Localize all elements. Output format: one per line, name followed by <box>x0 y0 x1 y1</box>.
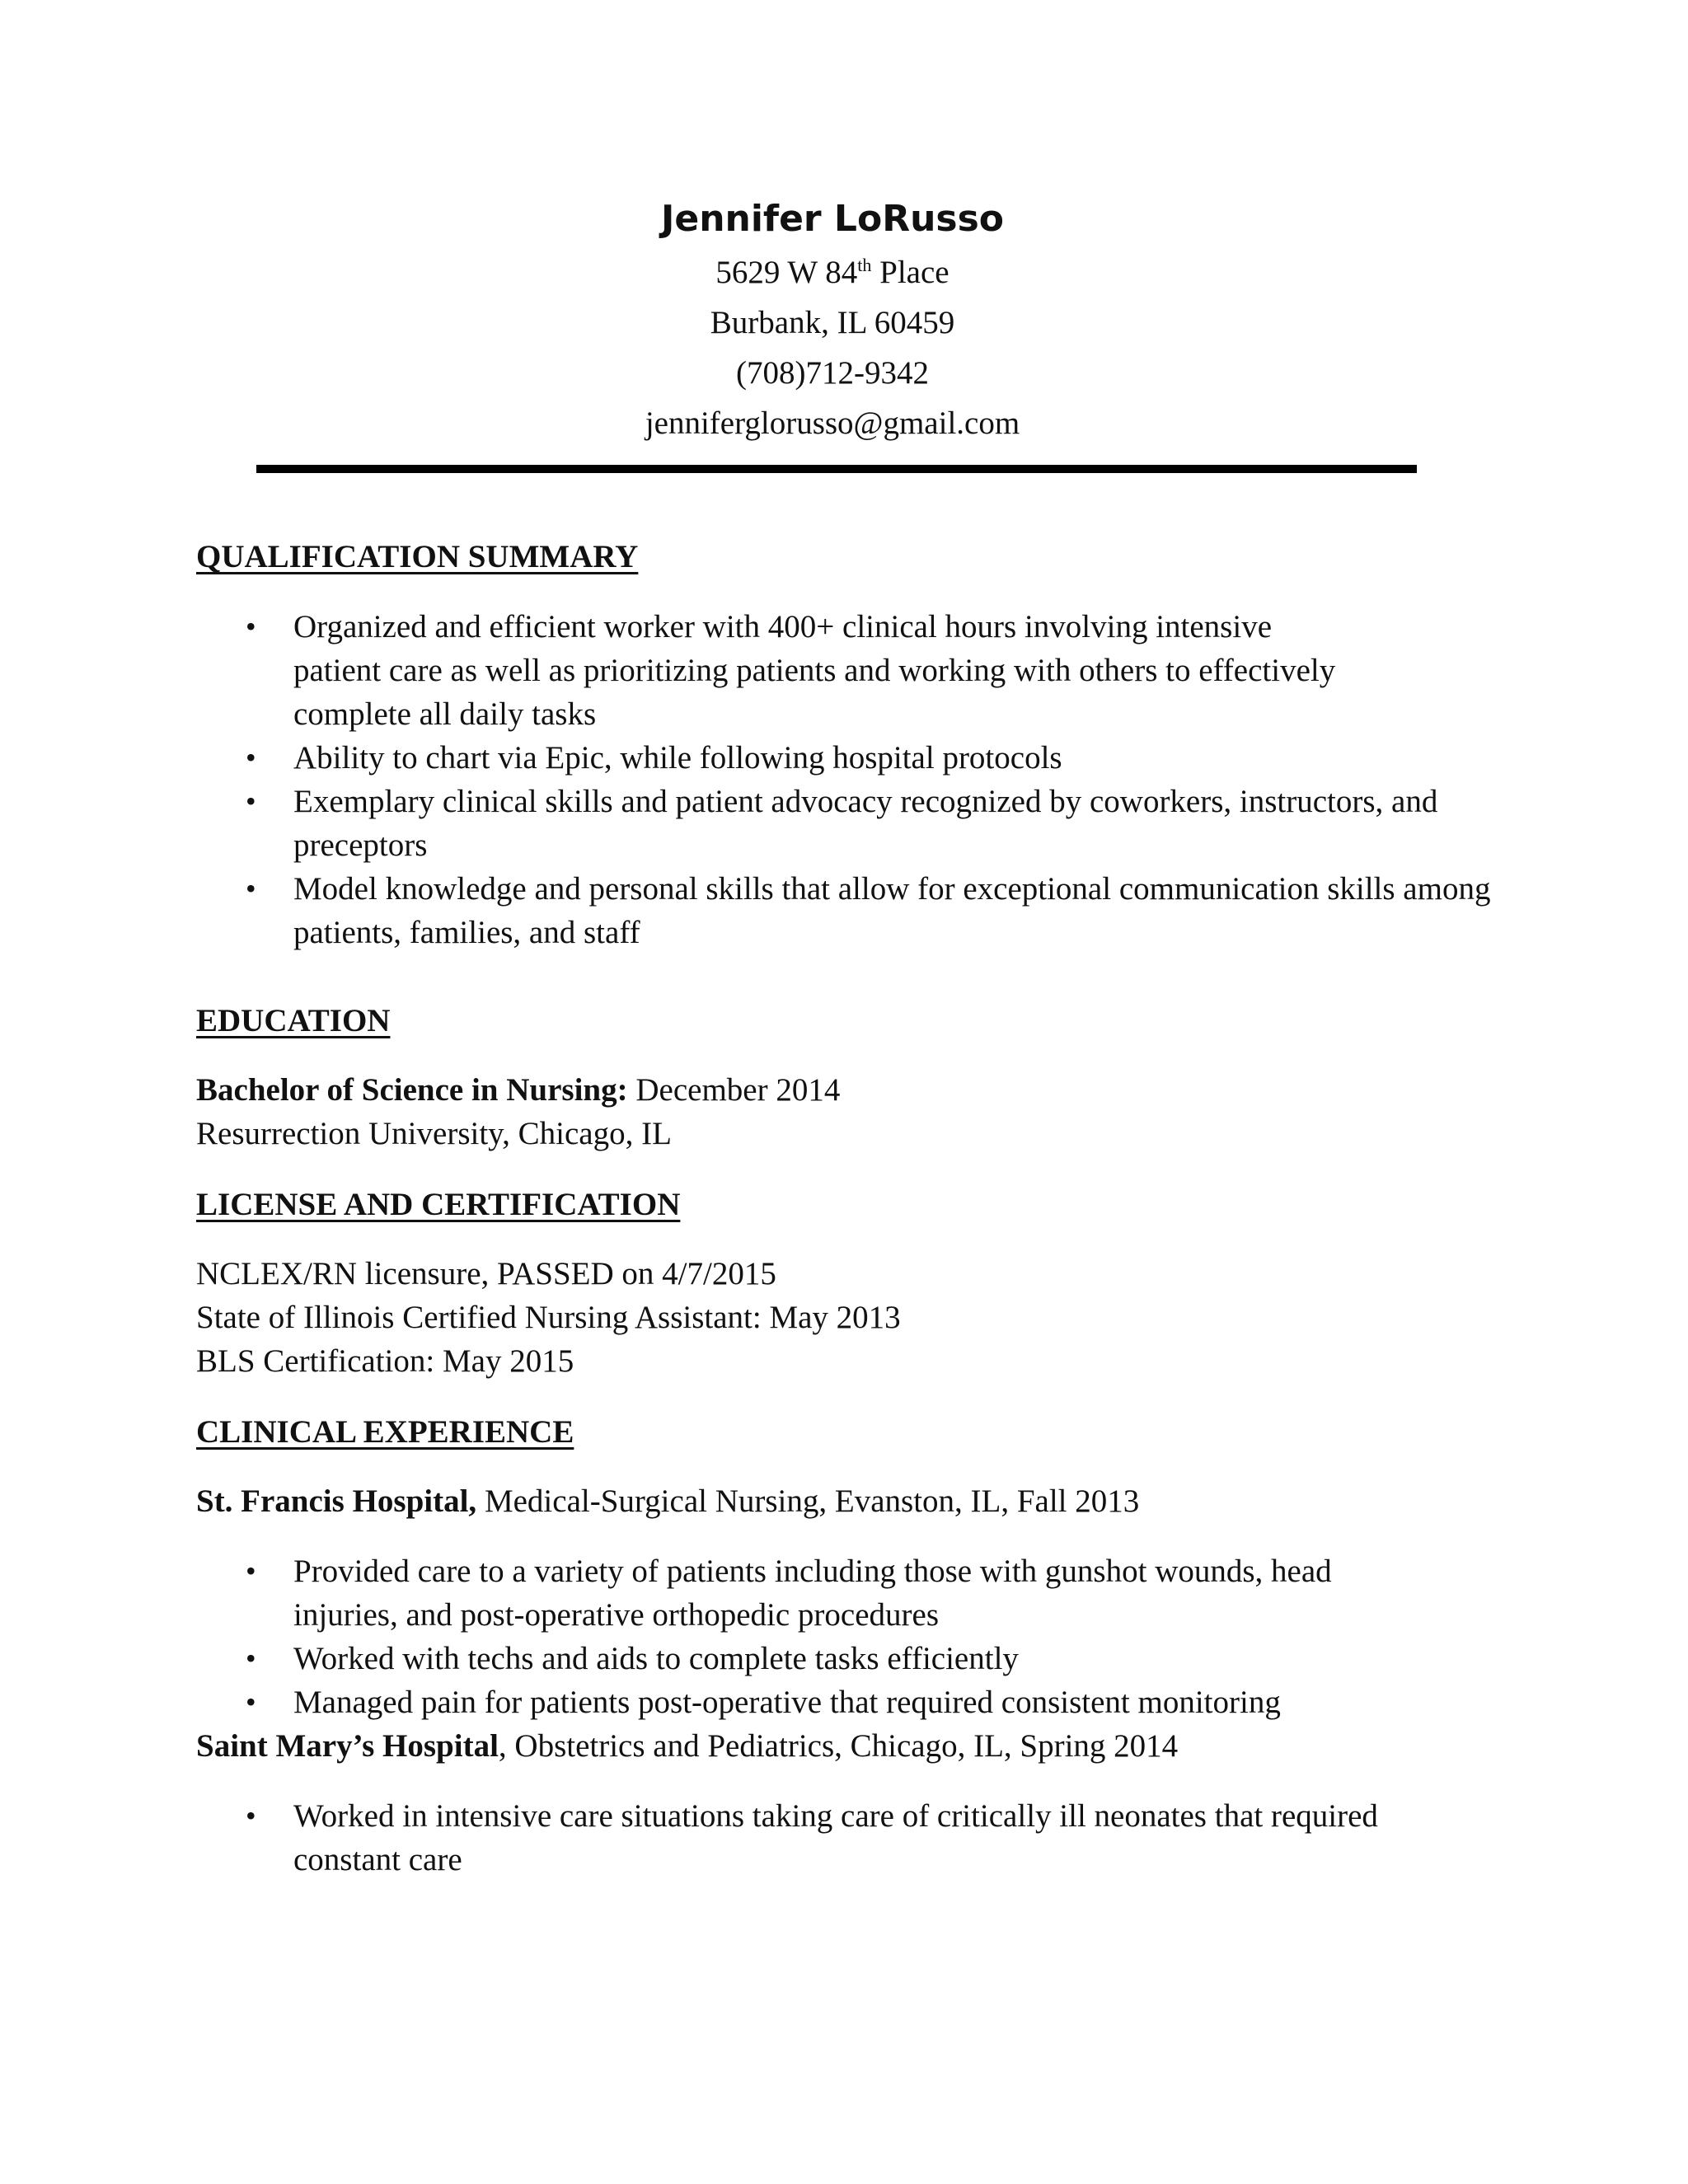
license-item: NCLEX/RN licensure, PASSED on 4/7/2015 <box>196 1256 776 1291</box>
list-item: • Provided care to a variety of patients including those with gunshot wounds, head injuries, and post-operative orthopedic procedures <box>196 1549 1414 1637</box>
job-duties-list <box>196 1794 1482 1882</box>
clinical-heading: CLINICAL EXPERIENCE <box>196 1414 574 1450</box>
address-city: Burbank, IL 60459 <box>710 305 955 340</box>
resume-header <box>0 194 1665 448</box>
list-item: • Model knowledge and personal skills that allow for exceptional communication skills among patients, families, and staff <box>196 867 1513 954</box>
email-address: jenniferglorusso@gmail.com <box>645 405 1020 441</box>
job-heading <box>196 1479 1482 1523</box>
list-item: • Ability to chart via Epic, while following hospital protocols <box>196 736 1482 780</box>
resume-body <box>196 536 1491 1882</box>
degree-line <box>196 1068 1482 1112</box>
license-item: BLS Certification: May 2015 <box>196 1343 574 1379</box>
degree-name: Bachelor of Science in Nursing: <box>196 1072 628 1108</box>
education-heading: EDUCATION <box>196 1003 391 1038</box>
list-item: • Organized and efficient worker with 400+ clinical hours involving intensive patient care as well as prioritizing patients and working with others to effectively complete all daily tasks <box>196 605 1365 736</box>
list-item: • Managed pain for patients post-operative that required consistent monitoring <box>196 1680 1482 1724</box>
list-item: • Exemplary clinical skills and patient advocacy recognized by coworkers, instructors, and preceptors <box>196 780 1447 867</box>
header-divider <box>256 465 1417 473</box>
job-detail: , Obstetrics and Pediatrics, Chicago, IL, Spring 2014 <box>498 1728 1179 1764</box>
address-ordinal: th <box>857 255 872 275</box>
qualification-list <box>196 605 1491 954</box>
job-place: Saint Mary’s Hospital <box>196 1728 499 1764</box>
job-detail: Medical-Surgical Nursing, Evanston, IL, Fall 2013 <box>476 1483 1140 1519</box>
address-street <box>0 247 1665 298</box>
job-place: St. Francis Hospital, <box>196 1483 477 1519</box>
job-duties-list <box>196 1549 1482 1724</box>
address-suffix: Place <box>871 255 950 290</box>
qualification-heading: QUALIFICATION SUMMARY <box>196 539 639 574</box>
degree-date: December 2014 <box>627 1072 841 1108</box>
list-item: • Worked with techs and aids to complete tasks efficiently <box>196 1637 1482 1680</box>
job-heading <box>196 1724 1482 1768</box>
list-item: • Worked in intensive care situations taking care of critically ill neonates that required constant care <box>196 1794 1381 1882</box>
school-line: Resurrection University, Chicago, IL <box>196 1116 672 1151</box>
applicant-name: Jennifer LoRusso <box>660 198 1005 240</box>
license-item: State of Illinois Certified Nursing Assistant: May 2013 <box>196 1300 901 1335</box>
phone-number: (708)712-9342 <box>736 355 929 391</box>
license-heading: LICENSE AND CERTIFICATION <box>196 1187 681 1222</box>
address-number: 5629 W 84 <box>715 255 858 290</box>
